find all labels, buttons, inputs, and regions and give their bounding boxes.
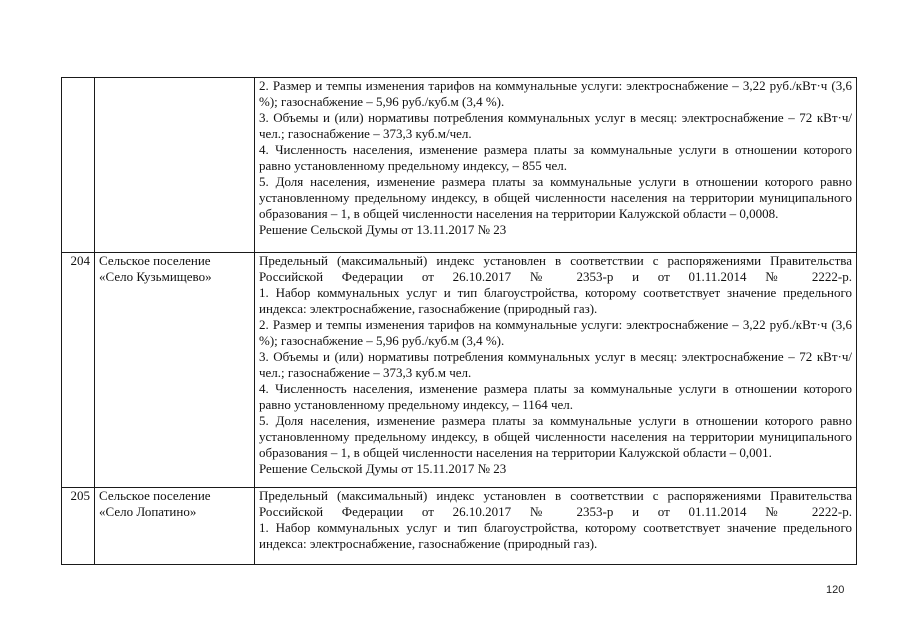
regulation-table xyxy=(61,77,857,565)
index-details-cell xyxy=(255,488,857,565)
settlement-name-cell xyxy=(95,78,255,253)
population-paragraph: 4. Численность населения, изменение размера платы за коммунальные услуги в отношении которого равно установленному предельному индексу, – 855 чел. xyxy=(259,142,852,173)
legal-basis-paragraph: Предельный (максимальный) индекс установлен в соответствии с распоряжениями Правительства Российской Федерации от 26.10.2017 № 2353-р и от 01.11.2014 № 2222-р. xyxy=(259,488,852,519)
population-paragraph: 4. Численность населения, изменение размера платы за коммунальные услуги в отношении которого равно установленному предельному индексу, – 1164 чел. xyxy=(259,381,852,412)
consumption-paragraph: 3. Объемы и (или) нормативы потребления коммунальных услуг в месяц: электроснабжение – 72 кВт·ч/чел.; газоснабжение – 373,3 куб.м чел. xyxy=(259,349,852,380)
index-details-cell xyxy=(255,253,857,488)
index-details-cell xyxy=(255,78,857,253)
services-paragraph: 1. Набор коммунальных услуг и тип благоустройства, которому соответствует значение предельного индекса: электроснабжение, газоснабжение (природный газ). xyxy=(259,285,852,316)
row-number-cell xyxy=(62,78,95,253)
table-row xyxy=(62,488,857,565)
table-row xyxy=(62,253,857,488)
tariff-paragraph: 2. Размер и темпы изменения тарифов на коммунальные услуги: электроснабжение – 3,22 руб./кВт·ч (3,6 %); газоснабжение – 5,96 руб./куб.м (3,4 %). xyxy=(259,78,852,109)
services-paragraph: 1. Набор коммунальных услуг и тип благоустройства, которому соответствует значение предельного индекса: электроснабжение, газоснабжение (природный газ). xyxy=(259,520,852,551)
settlement-name: «Село Кузьмищево» xyxy=(99,269,212,284)
settlement-type: Сельское поселение xyxy=(99,488,211,503)
settlement-name-cell xyxy=(95,488,255,565)
page-number: 120 xyxy=(826,584,845,596)
decision-reference: Решение Сельской Думы от 13.11.2017 № 23 xyxy=(259,222,507,237)
settlement-name: «Село Лопатино» xyxy=(99,504,197,519)
settlement-type: Сельское поселение xyxy=(99,253,211,268)
population-share-paragraph: 5. Доля населения, изменение размера платы за коммунальные услуги в отношении которого равно установленному предельному индексу, в общей численности населения на территории муниципального образования – 1, в общей численности населения на территории Калужской области – 0,0008. xyxy=(259,174,852,221)
settlement-name-cell xyxy=(95,253,255,488)
tariff-paragraph: 2. Размер и темпы изменения тарифов на коммунальные услуги: электроснабжение – 3,22 руб./кВт·ч (3,6 %); газоснабжение – 5,96 руб./куб.м (3,4 %). xyxy=(259,317,852,348)
row-number-cell: 204 xyxy=(62,253,95,488)
table-row xyxy=(62,78,857,253)
decision-reference: Решение Сельской Думы от 15.11.2017 № 23 xyxy=(259,461,507,476)
consumption-paragraph: 3. Объемы и (или) нормативы потребления коммунальных услуг в месяц: электроснабжение – 72 кВт·ч/чел.; газоснабжение – 373,3 куб.м/чел. xyxy=(259,110,852,141)
legal-basis-paragraph: Предельный (максимальный) индекс установлен в соответствии с распоряжениями Правительства Российской Федерации от 26.10.2017 № 2353-р и от 01.11.2014 № 2222-р. xyxy=(259,253,852,284)
row-number-cell: 205 xyxy=(62,488,95,565)
population-share-paragraph: 5. Доля населения, изменение размера платы за коммунальные услуги в отношении которого равно установленному предельному индексу, в общей численности населения на территории муниципального образования – 1, в общей численности населения на территории Калужской области – 0,001. xyxy=(259,413,852,460)
